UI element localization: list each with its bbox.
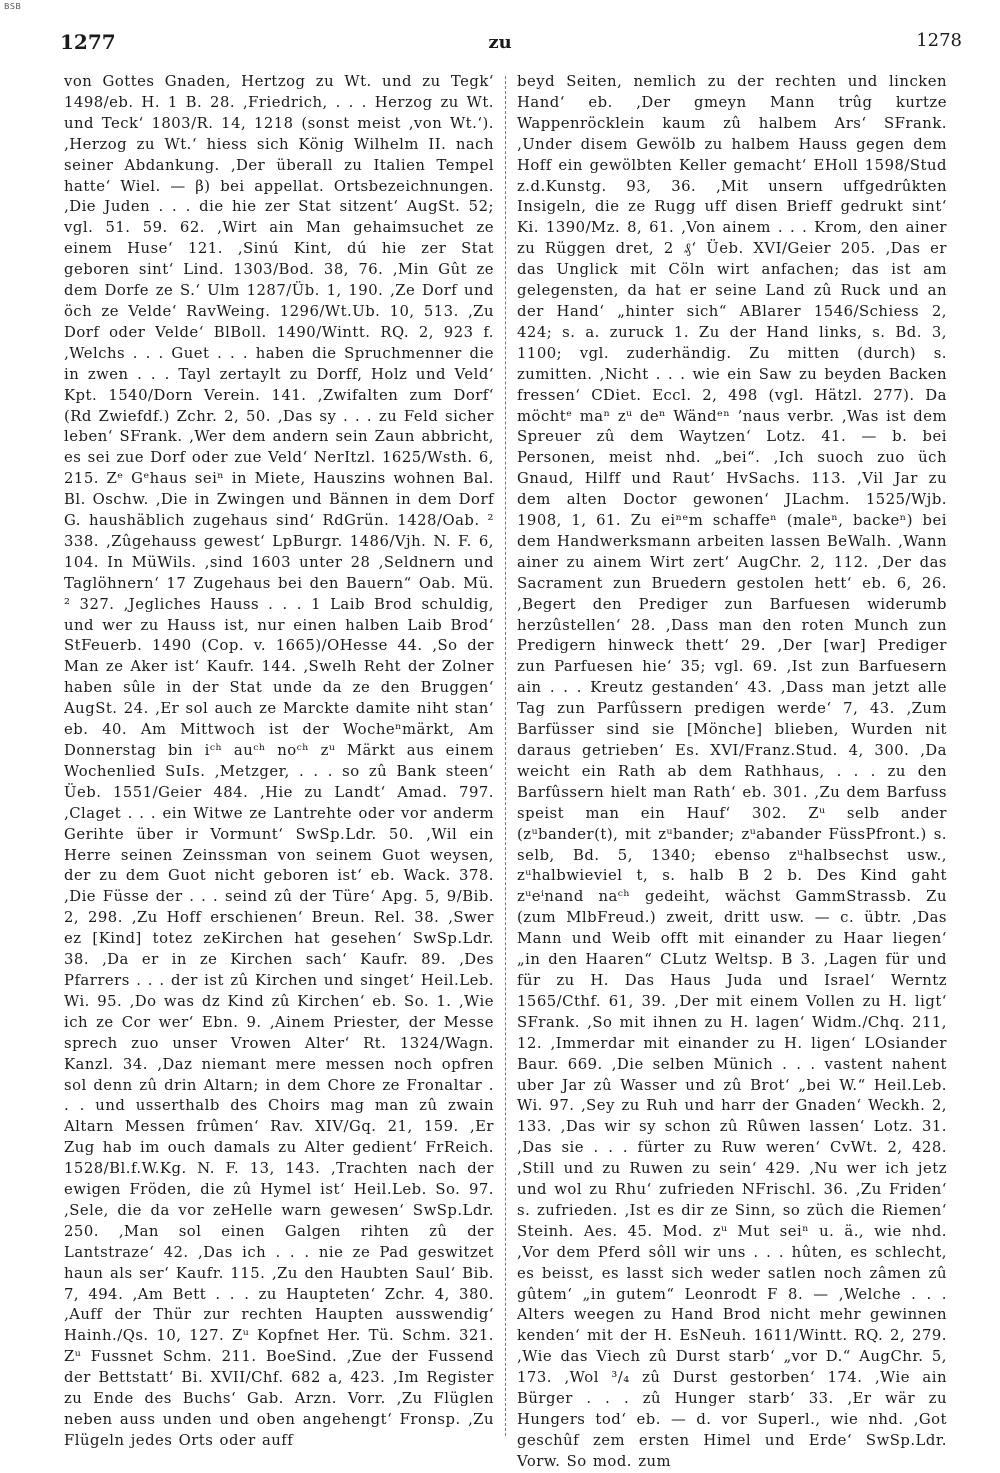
page-header <box>0 20 1000 56</box>
running-headword: zu <box>488 32 512 53</box>
right-column <box>517 72 947 1470</box>
left-column <box>64 72 494 1449</box>
library-watermark: BSB <box>4 2 22 11</box>
column-divider <box>505 76 506 1436</box>
right-column-text: beyd Seiten, nemlich zu der rechten und lincken Hand‘ eb. ‚Der gmeyn Mann trûg kurtze Wappenröcklein kaum zû halbem Ars‘ SFrank. ‚Under disem Gewölb zu halbem Hauss gegen dem Hoff ein gewölbten Keller gemacht‘ EHoll 1598/Stud z.d.Kunstg. 93, 36. ‚Mit unsern uffgedrûkten Insigeln, die ze Rugg uff disen Brieff gedrukt sint‘ Ki. 1390/Mz. 8, 61. ‚Von ainem . . . Krom, den ainer zu Rüggen dret, 2 ₰‘ Üeb. XVI/Geier 205. ‚Das er das Unglick mit Cöln wirt anfachen; das ist am gelegensten, da hat er seine Land zû Ruck und an der Hand‘ „hinter sich“ ABlarer 1546/Schiess 2, 424; s. a. zuruck 1. Zu der Hand links, s. Bd. 3, 1100; vgl. zuderhändig. Zu mitten (durch) s. zumitten. ‚Nicht . . . wie ein Saw zu beyden Backen fressen‘ CDiet. Eccl. 2, 498 (vgl. Hätzl. 277). Da möchtᵉ maⁿ zᵘ deⁿ Wändᵉⁿ ’naus verbr. ‚Was ist dem Spreuer zû dem Waytzen‘ Lotz. 41. — b. bei Personen, meist nhd. „bei“. ‚Ich suoch zuo üch Gnaud, Hilff und Raut‘ HvSachs. 113. ‚Vil Jar zu dem alten Doctor gewonen‘ JLachm. 1525/Wjb. 1908, 1, 61. Zu eiⁿᵉm schaffeⁿ (maleⁿ, backeⁿ) bei dem Handwerksmann arbeiten lassen BeWalh. ‚Wann ainer zu ainem Wirt zert‘ AugChr. 2, 112. ‚Der das Sacrament zun Bruedern gestolen hett‘ eb. 6, 26. ‚Begert den Prediger zun Barfuesen widerumb herzûstellen‘ 28. ‚Dass man den roten Munch zun Predigern hinweck thett‘ 29. ‚Der [war] Prediger zun Parfuesen hie‘ 35; vgl. 69. ‚Ist zun Barfuesern ain . . . Kreutz gestanden‘ 43. ‚Dass man jetzt alle Tag zun Parfûssern predigen werde‘ 7, 43. ‚Zum Barfüsser sind sie [Mönche] blieben, Wurden nit daraus getrieben‘ Es. XVI/Franz.Stud. 4, 300. ‚Da weicht ein Rath ab dem Rathhaus, . . . zu den Barfûssern hielt man Rath‘ eb. 301. ‚Zu dem Barfuss speist man ein Hauf‘ 302. Zᵘ selb ander (zᵘbander(t), mit zᵘbander; zᵘabander FüssPfront.) s. selb, Bd. 5, 1340; ebenso zᵘhalbsechst usw., zᵘhalbwieviel t, s. halb B 2 b. Des Kind gaht zᵘeⁱnand naᶜʰ gedeiht, wächst GammStrassb. Zu (zum MlbFreud.) zweit, dritt usw. — c. übtr. ‚Das Mann und Weib offt mit einander zu Haar liegen‘ „in den Haaren“ CLutz Weltsp. B 3. ‚Lagen für und für zu H. Das Haus Juda und Israel‘ Werntz 1565/Cthf. 61, 39. ‚Der mit einem Vollen zu H. ligt‘ SFrank. ‚So mit ihnen zu H. lagen‘ Widm./Chq. 211, 12. ‚Immerdar mit einander zu H. ligen‘ LOsiander Baur. 669. ‚Die selben Münich . . . vastent nahent uber Jar zû Wasser und zû Brot‘ „bei W.“ Heil.Leb. Wi. 97. ‚Sey zu Ruh und harr der Gnaden‘ Weckh. 2, 133. ‚Das wir sy schon zû Rûwen lassen‘ Lotz. 31. ‚Das sie . . . fürter zu Ruw weren‘ CvWt. 2, 428. ‚Still und zu Ruwen zu sein‘ 429. ‚Nu wer ich jetz und wol zu Rhu‘ zufrieden NFrischl. 36. ‚Zu Friden‘ s. zufrieden. ‚Ist es dir ze Sinn, so züch die Riemen‘ Steinh. Aes. 45. Mod. zᵘ Mut seiⁿ u. ä., wie nhd. ‚Vor dem Pferd sôll wir uns . . . hûten, es schlecht, es beisst, es lasst sich weder satlen noch zâmen zû gûtem‘ „in gutem“ Leonrodt F 8. — ‚Welche . . . Alters weegen zu Hand Brod nicht mehr gewinnen kenden‘ mit der H. EsNeuh. 1611/Wintt. RQ. 2, 279. ‚Wie das Viech zû Durst starb‘ „vor D.“ AugChr. 5, 173. ‚Wol ³/₄ zû Durst gestorben‘ 174. ‚Wie ain Bürger . . . zû Hunger starb‘ 33. ‚Er wär zu Hungers tod‘ eb. — d. vor Superl., wie nhd. ‚Got geschûf zem ersten Himel und Erde‘ SwSp.Ldr. Vorw. So mod. zum <box>517 73 947 1470</box>
left-column-text: von Gottes Gnaden, Hertzog zu Wt. und zu Tegk‘ 1498/eb. H. 1 B. 28. ‚Friedrich, . . . Herzog zu Wt. und Teck‘ 1803/R. 14, 1218 (sonst meist ‚von Wt.‘). ‚Herzog zu Wt.‘ hiess sich König Wilhelm II. nach seiner Abdankung. ‚Der überall zu Italien Tempel hatte‘ Wiel. — β) bei appellat. Ortsbezeichnungen. ‚Die Juden . . . die hie zer Stat sitzent‘ AugSt. 52; vgl. 51. 59. 62. ‚Wirt ain Man gehaimsuchet ze einem Huse‘ 121. ‚Sinú Kint, dú hie zer Stat geboren sint‘ Lind. 1303/Bod. 38, 76. ‚Min Gût ze dem Dorfe ze S.‘ Ulm 1287/Üb. 1, 190. ‚Ze Dorf und öch ze Velde‘ RavWeing. 1296/Wt.Ub. 10, 513. ‚Zu Dorf oder Velde‘ BlBoll. 1490/Wintt. RQ. 2, 923 f. ‚Welchs . . . Guet . . . haben die Spruchmenner die in zwen . . . Tayl zertaylt zu Dorff, Holz und Veld‘ Kpt. 1540/Dorn Verein. 141. ‚Zwifalten zum Dorf‘ (Rd Zwiefdf.) Zchr. 2, 50. ‚Das sy . . . zu Feld sicher leben‘ SFrank. ‚Wer dem andern sein Zaun abbricht, es sei zue Dorf oder zue Veld‘ NerItzl. 1625/Wsth. 6, 215. Zᵉ Gᵉhaus seiⁿ in Miete, Hauszins wohnen Bal. Bl. Oschw. ‚Die in Zwingen und Bännen in dem Dorf G. haushäblich zugehaus sind‘ RdGrün. 1428/Oab. ² 338. ‚Zûgehauss gewest‘ LpBurgr. 1486/Vjh. N. F. 6, 104. In MüWils. ‚sind 1603 unter 28 ‚Seldnern und Taglöhnern‘ 17 Zugehaus bei den Bauern“ Oab. Mü. ² 327. ‚Jegliches Hauss . . . 1 Laib Brod schuldig, und wer zu Hauss ist, nur einen halben Laib Brod‘ StFeuerb. 1490 (Cop. v. 1665)/OHesse 44. ‚So der Man ze Aker ist‘ Kaufr. 144. ‚Swelh Reht der Zolner haben sûle in der Stat unde da ze den Bruggen‘ AugSt. 24. ‚Er sol auch ze Marckte damite niht stan‘ eb. 40. Am Mittwoch ist der Wocheⁿmärkt, Am Donnerstag bin iᶜʰ auᶜʰ noᶜʰ zᵘ Märkt aus einem Wochenlied SuIs. ‚Metzger, . . . so zû Bank steen‘ Üeb. 1551/Geier 484. ‚Hie zu Landt‘ Amad. 797. ‚Claget . . . ein Witwe ze Lantrehte oder vor anderm Gerihte über ir Vormunt‘ SwSp.Ldr. 50. ‚Wil ein Herre seinen Zeinssman von seinem Guot weysen, der zu dem Guot nicht geboren ist‘ eb. Wack. 378. ‚Die Füsse der . . . seind zû der Türe‘ Apg. 5, 9/Bib. 2, 298. ‚Zu Hoff erschienen‘ Breun. Rel. 38. ‚Swer ez [Kind] totez zeKirchen hat gesehen‘ SwSp.Ldr. 38. ‚Da er in ze Kirchen sach‘ Kaufr. 89. ‚Des Pfarrers . . . der ist zû Kirchen und singet‘ Heil.Leb. Wi. 95. ‚Do was dz Kind zû Kirchen‘ eb. So. 1. ‚Wie ich ze Cor wer‘ Ebn. 9. ‚Ainem Priester, der Messe sprech zuo unser Vrowen Alter‘ Rt. 1324/Wagn. Kanzl. 34. ‚Daz niemant mere messen noch opfren sol denn zû drin Altarn; in dem Chore ze Fronaltar . . . und usserthalb des Choirs mag man zû zwain Altarn Messen frûmen‘ Rav. XIV/Gq. 21, 159. ‚Er Zug hab im ouch damals zu Alter gedient‘ FrReich. 1528/Bl.f.W.Kg. N. F. 13, 143. ‚Trachten nach der ewigen Fröden, die zû Hymel ist‘ Heil.Leb. So. 97. ‚Sele, die da vor zeHelle warn gewesen‘ SwSp.Ldr. 250. ‚Man sol einen Galgen rihten zû der Lantstraze‘ 42. ‚Das ich . . . nie ze Pad geswitzet haun als ser‘ Kaufr. 115. ‚Zu den Haubten Saul‘ Bib. 7, 494. ‚Am Bett . . . zu Haupteten‘ Zchr. 4, 380. ‚Auff der Thür zur rechten Haupten ausswendig‘ Hainh./Qs. 10, 127. Zᵘ Kopfnet Her. Tü. Schm. 321. Zᵘ Fussnet Schm. 211. BoeSind. ‚Zue der Fussend der Bettstatt‘ Bi. XVII/Chf. 682 a, 423. ‚Im Register zu Ende des Buchs‘ Gab. Arzn. Vorr. ‚Zu Flüglen neben auss unden und oben angehengt‘ Fronsp. ‚Zu Flügeln jedes Orts oder auff <box>64 73 494 1449</box>
page-number-left: 1277 <box>60 30 116 54</box>
page-number-right: 1278 <box>916 30 962 51</box>
